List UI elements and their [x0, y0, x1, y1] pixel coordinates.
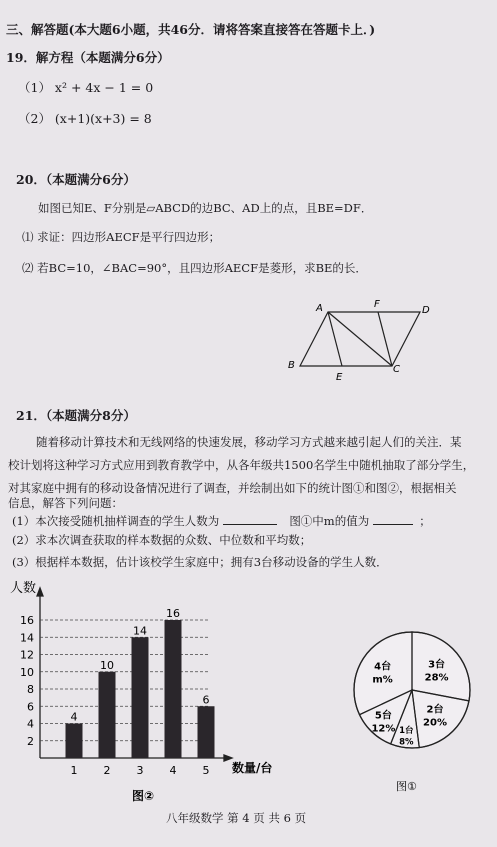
- q21-part1-end: ；: [419, 514, 431, 528]
- bar: [132, 637, 149, 758]
- bar-value-label: 4: [70, 710, 78, 724]
- q21-part1-m-text: 图①中m的值为: [289, 514, 370, 528]
- pie-slice-label: 4台: [374, 661, 392, 673]
- pie-slice-value: m%: [372, 674, 393, 686]
- bar-chart-x-label: 数量/台: [232, 761, 273, 775]
- parallelogram-figure: [280, 296, 440, 386]
- bar-y-tick-label: 10: [20, 665, 34, 679]
- bar-category-label: 2: [103, 764, 111, 777]
- bar: [165, 620, 182, 758]
- q21-part2: (2）求本次调查获取的样本数据的众数、中位数和平均数；: [12, 533, 312, 547]
- bar-y-tick-label: 2: [27, 734, 34, 748]
- bar-chart-y-label: 人数: [10, 581, 37, 596]
- q19-part2: （2） (x+1)(x+3) = 8: [18, 111, 152, 126]
- label-b: B: [288, 360, 295, 371]
- q20-title: 20．（本题满分6分）: [16, 172, 136, 187]
- pie-slice-label: 5台: [374, 710, 392, 722]
- answer-blank-sample-size: [223, 512, 277, 525]
- bar-y-tick-label: 16: [20, 614, 34, 627]
- bar-category-label: 5: [202, 764, 210, 777]
- q21-title: 21．（本题满分8分）: [16, 408, 136, 423]
- pie-chart-title: 图①: [396, 780, 417, 793]
- label-f: F: [374, 299, 380, 310]
- bar-value-label: 14: [133, 624, 147, 638]
- pie-slice-label: 1台: [399, 725, 414, 736]
- label-e: E: [336, 372, 343, 383]
- bar-category-label: 1: [70, 764, 78, 777]
- page-footer: 八年级数学 第 4 页 共 6 页: [166, 811, 307, 825]
- pie-slice-value: 12%: [371, 723, 396, 735]
- bar-category-label: 3: [136, 764, 144, 777]
- q21-line-4: 信息，解答下列问题：: [8, 496, 123, 510]
- pie-slice-value: 20%: [423, 717, 447, 729]
- segment-ac: [328, 312, 392, 366]
- q21-part1: [12, 512, 431, 529]
- q21-line-1: 随着移动计算技术和无线网络的快速发展，移动学习方式越来越引起人们的关注．某: [36, 435, 462, 449]
- q20-part1: ⑴ 求证：四边形AECF是平行四边形；: [22, 230, 221, 244]
- bar-y-tick-label: 4: [27, 717, 34, 731]
- q19-title: 19．解方程（本题满分6分）: [6, 50, 170, 65]
- q21-line-2: 校计划将这种学习方式应用到教育教学中，从各年级共1500名学生中随机抽取了部分学生，: [8, 458, 475, 472]
- bar-x-arrow: [224, 755, 232, 761]
- segment-ae: [328, 312, 342, 366]
- segment-fc: [378, 312, 392, 366]
- answer-blank-m: [373, 512, 413, 525]
- bar-value-label: 10: [100, 658, 114, 672]
- bar-y-tick-label: 8: [27, 683, 34, 696]
- bar: [66, 724, 83, 759]
- bar-value-label: 6: [202, 693, 210, 707]
- pie-chart: [340, 610, 490, 810]
- q19-part1: （1） x² + 4x − 1 = 0: [18, 80, 154, 95]
- label-a: A: [316, 303, 323, 314]
- section-header: 三、解答题(本大题6小题，共46分．请将答案直接答在答题卡上．): [6, 22, 376, 37]
- bar: [99, 672, 116, 758]
- label-d: D: [422, 305, 430, 316]
- bar-category-label: 4: [169, 764, 177, 777]
- pie-slice-label: 3台: [428, 659, 446, 671]
- bar-y-arrow: [37, 588, 43, 596]
- bar-value-label: 16: [166, 607, 180, 620]
- q20-stem: 如图已知E、F分别是▱ABCD的边BC、AD上的点，且BE=DF．: [38, 201, 373, 215]
- q21-part3: (3）根据样本数据，估计该校学生家庭中；拥有3台移动设备的学生人数．: [12, 555, 388, 569]
- q21-line-3: 对其家庭中拥有的移动设备情况进行了调查，并绘制出如下的统计图①和图②，根据相关: [8, 481, 457, 495]
- pie-slice-value: 8%: [399, 737, 414, 748]
- label-c: C: [393, 364, 400, 375]
- bar-y-tick-label: 6: [27, 700, 34, 714]
- pie-slice-label: 2台: [426, 704, 444, 716]
- bar-y-tick-label: 12: [20, 648, 34, 662]
- q21-part1-text: (1）本次接受随机抽样调查的学生人数为: [12, 514, 220, 528]
- bar: [198, 706, 215, 758]
- bar-chart: [0, 578, 300, 808]
- bar-chart-title: 图②: [132, 789, 155, 803]
- bar-y-tick-label: 14: [20, 631, 34, 645]
- q20-part2: ⑵ 若BC=10，∠BAC=90°，且四边形AECF是菱形，求BE的长．: [22, 261, 367, 275]
- pie-slice-value: 28%: [424, 672, 449, 684]
